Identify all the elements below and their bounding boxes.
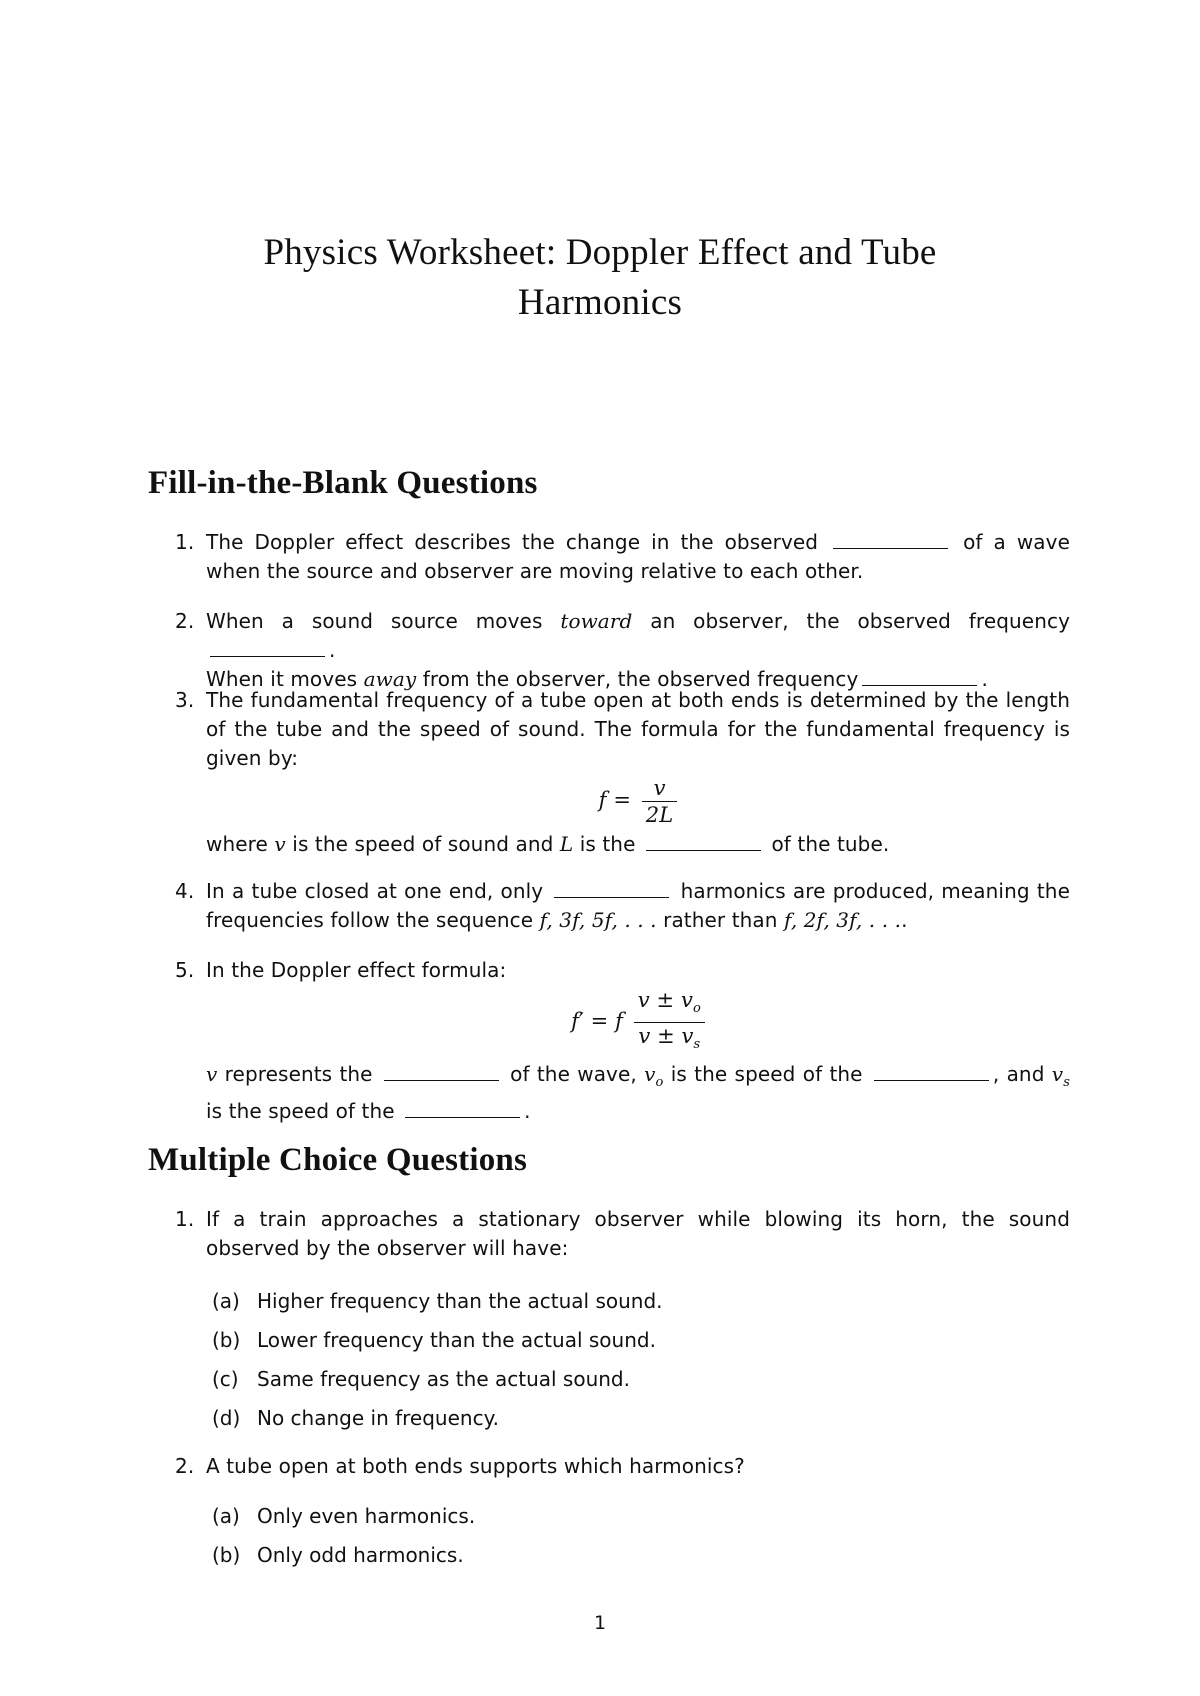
- question-text: The fundamental frequency of a tube open at both ends is determined by the length of the tube and the speed of sound. The formula for the fundamental frequency is given by:: [206, 688, 1070, 770]
- math-sequence: f, 3f, 5f, . . .: [539, 908, 657, 932]
- mc-option[interactable]: [212, 1287, 663, 1315]
- fill-question-2: [175, 607, 1070, 694]
- equation-lhs: f′ = f: [571, 1009, 623, 1034]
- answer-blank[interactable]: [646, 830, 761, 851]
- denominator-text: v ± v: [638, 1024, 694, 1049]
- option-text: Only even harmonics.: [257, 1504, 476, 1528]
- punctuation: .: [524, 1099, 531, 1124]
- answer-blank[interactable]: [833, 528, 948, 549]
- equation-numerator: v: [653, 776, 666, 800]
- question-text: where: [206, 832, 268, 856]
- answer-blank[interactable]: [405, 1097, 520, 1118]
- option-label: (b): [212, 1328, 241, 1352]
- question-text: If a train approaches a stationary observer while blowing its horn, the sound observed by the observer will have:: [206, 1207, 1070, 1260]
- math-variable: [1051, 1062, 1070, 1091]
- math-variable: L: [559, 832, 574, 856]
- fill-question-4: [175, 877, 1070, 935]
- question-text: , and: [992, 1062, 1045, 1087]
- doppler-equation: [206, 987, 1070, 1058]
- question-text: rather than: [663, 908, 778, 932]
- emphasis-text: away: [363, 667, 417, 691]
- question-text: is the: [579, 832, 636, 856]
- equation-numerator: [634, 987, 705, 1022]
- title-line-2: Harmonics: [517, 282, 683, 323]
- question-text: is the speed of the: [206, 1099, 395, 1124]
- option-text: Same frequency as the actual sound.: [257, 1367, 630, 1391]
- option-label: (b): [212, 1543, 241, 1567]
- punctuation: .: [901, 908, 908, 932]
- mc-option[interactable]: [212, 1404, 499, 1432]
- option-text: No change in frequency.: [257, 1406, 499, 1430]
- question-number: 3.: [175, 688, 195, 712]
- answer-blank[interactable]: [874, 1060, 989, 1081]
- fill-question-5: [175, 956, 1070, 1126]
- numerator-text: v ± v: [637, 988, 693, 1012]
- math-variable: [644, 1062, 664, 1091]
- subscript: o: [692, 1001, 701, 1017]
- page-number: 1: [593, 1612, 607, 1634]
- option-label: (a): [212, 1289, 240, 1313]
- question-number: 2.: [175, 1454, 195, 1478]
- question-text: When a sound source moves: [206, 609, 543, 633]
- option-label: (c): [212, 1367, 239, 1391]
- variable-base: v: [644, 1062, 656, 1087]
- mc-question-1: [175, 1205, 1070, 1263]
- fill-question-3: [175, 686, 1070, 859]
- question-text: The Doppler effect describes the change in the observed: [206, 530, 819, 554]
- mc-option[interactable]: [212, 1365, 630, 1393]
- math-variable: v: [206, 1062, 218, 1087]
- question-text: represents the: [224, 1062, 373, 1087]
- question-text: an observer, the observed frequency: [650, 609, 1071, 633]
- answer-blank[interactable]: [554, 877, 669, 898]
- question-text: In the Doppler effect formula:: [206, 958, 507, 982]
- title-line-1: Physics Worksheet: Doppler Effect and Tube: [263, 232, 937, 273]
- mc-question-2: [175, 1452, 1070, 1481]
- question-text: from the observer, the observed frequency: [422, 667, 859, 691]
- punctuation: .: [981, 667, 988, 691]
- fill-question-1: [175, 528, 1070, 586]
- answer-blank[interactable]: [862, 665, 977, 686]
- answer-blank[interactable]: [210, 636, 325, 657]
- question-number: 1.: [175, 1207, 195, 1231]
- option-label: (a): [212, 1504, 240, 1528]
- option-label: (d): [212, 1406, 241, 1430]
- math-variable: v: [274, 832, 286, 856]
- option-text: Only odd harmonics.: [257, 1543, 464, 1567]
- equation-fraction: [642, 775, 678, 828]
- emphasis-text: toward: [560, 609, 633, 633]
- equation-denominator: 2L: [642, 801, 678, 828]
- subscript: s: [693, 1037, 701, 1053]
- option-text: Lower frequency than the actual sound.: [257, 1328, 656, 1352]
- question-number: 2.: [175, 609, 195, 633]
- question-text: harmonics are produced, meaning the frequencies follow the sequence: [206, 879, 1070, 932]
- fill-in-blank-heading: Fill-in-the-Blank Questions: [148, 465, 538, 501]
- math-sequence: f, 2f, 3f, . . .: [784, 908, 902, 932]
- equation-lhs: f =: [598, 788, 632, 812]
- question-text: of the tube.: [771, 832, 890, 856]
- question-text: is the speed of sound and: [292, 832, 554, 856]
- mc-option[interactable]: [212, 1326, 656, 1354]
- subscript: o: [655, 1075, 664, 1091]
- punctuation: .: [329, 638, 336, 662]
- question-number: 1.: [175, 530, 195, 554]
- question-number: 4.: [175, 879, 195, 903]
- variable-base: v: [1051, 1062, 1064, 1087]
- option-text: Higher frequency than the actual sound.: [257, 1289, 663, 1313]
- document-title: [150, 228, 1050, 328]
- subscript: s: [1063, 1075, 1070, 1091]
- equation-fraction: [634, 987, 705, 1058]
- question-text: is the speed of the: [670, 1062, 863, 1087]
- question-text: of a wave when the source and observer are moving relative to each other.: [206, 530, 1071, 583]
- question-text: A tube open at both ends supports which harmonics?: [206, 1454, 745, 1478]
- mc-option[interactable]: [212, 1502, 475, 1530]
- fundamental-frequency-equation: [206, 775, 1070, 828]
- question-text: In a tube closed at one end, only: [206, 879, 544, 903]
- mc-option[interactable]: [212, 1541, 464, 1569]
- answer-blank[interactable]: [384, 1060, 499, 1081]
- question-text: of the wave,: [510, 1062, 637, 1087]
- equation-denominator: [634, 1022, 705, 1058]
- question-number: 5.: [175, 958, 195, 982]
- multiple-choice-heading: Multiple Choice Questions: [148, 1142, 528, 1178]
- question-text: When it moves: [206, 667, 358, 691]
